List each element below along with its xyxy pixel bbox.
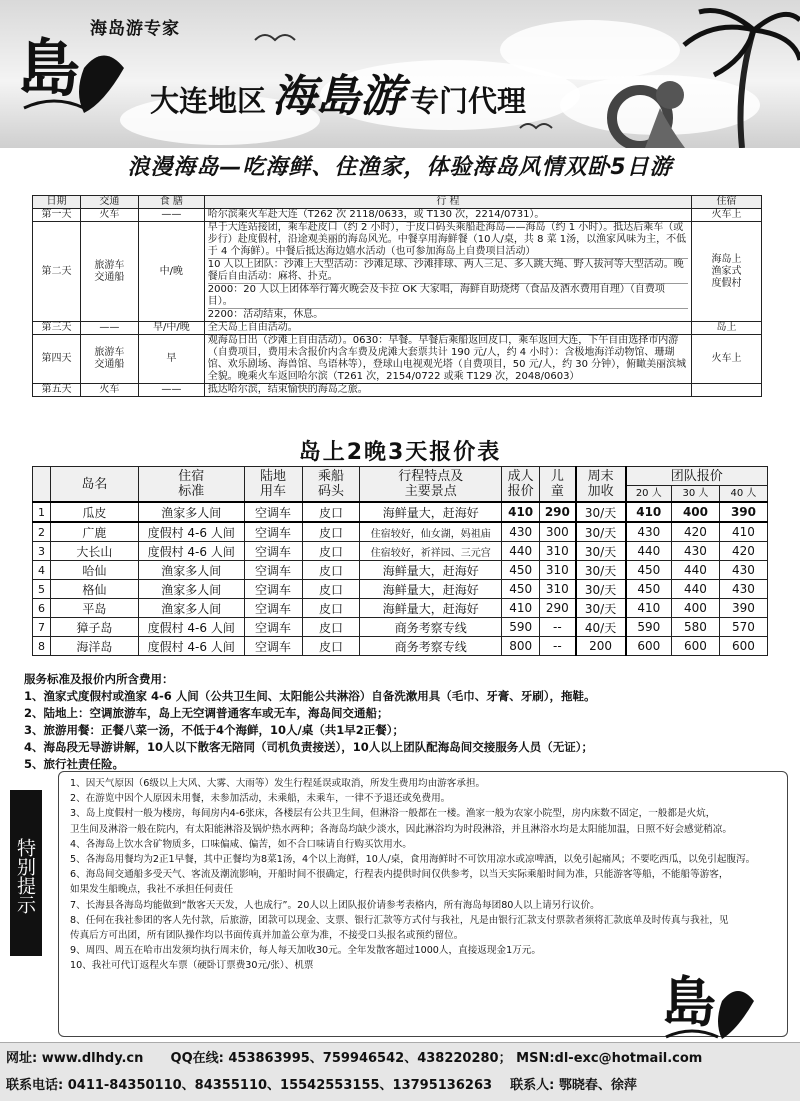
- price-cell-no: 6: [33, 599, 51, 618]
- price-cell-pier: 皮口: [302, 637, 360, 656]
- service-line: 1、渔家式度假村或渔家 4-6 人间（公共卫生间、太阳能公共淋浴）自备洗漱用具（毛巾、牙膏、牙刷），拖鞋。: [24, 689, 596, 703]
- price-cell-child: 290: [540, 599, 576, 618]
- price-cell-no: 3: [33, 542, 51, 561]
- price-cell-car: 空调车: [244, 580, 302, 599]
- price-cell-child: 300: [540, 522, 576, 542]
- price-cell-island: 大长山: [50, 542, 138, 561]
- price-cell-pier: 皮口: [302, 561, 360, 580]
- price-cell-features: 海鲜量大，赶海好: [360, 599, 502, 618]
- title-right: 专门代理: [410, 84, 527, 118]
- itinerary-row: [33, 209, 762, 222]
- header-title: [150, 60, 526, 124]
- qq-label: QQ在线:: [170, 1051, 224, 1066]
- price-cell-adult: 410: [502, 599, 540, 618]
- price-cell-g40: 390: [719, 502, 767, 522]
- price-table-title: 岛上2晚3天报价表: [298, 440, 502, 465]
- price-cell-weekend: 30/天: [576, 522, 626, 542]
- col-meals: 食 膳: [138, 196, 204, 209]
- price-cell-lodging: 渔家多人间: [138, 502, 244, 522]
- tour-subtitle: 浪漫海岛—吃海鲜、住渔家，体验海岛风情双卧5日游: [127, 155, 673, 180]
- price-cell-child: 310: [540, 561, 576, 580]
- note-line: 3、岛上度假村一般为楼房，每间房内4-6张床，各楼层有公共卫生间，但淋浴一般都在一楼。渔家一般为农家小院型，房内床数不固定，一般都是火炕，: [70, 808, 716, 820]
- note-line: 8、任何在我社参团的客人先付款，后旅游，团款可以现金、支票、银行汇款等方式付与我社，凡是由银行汇款支付票款者须将汇款底单及时传真与我社，见: [70, 914, 729, 926]
- itinerary-meals: ——: [138, 384, 204, 397]
- price-cell-child: --: [540, 637, 576, 656]
- note-line: 2、在游览中因个人原因未用餐，未参加活动，未乘船，未乘车，一律不予退还或免费用。: [70, 793, 451, 805]
- island-logo: [14, 28, 144, 118]
- note-line: 7、长海县各海岛均能做到“散客天天发，人也成行”。20人以上团队报价请参考表格内，所有海岛每团80人以上请另行议价。: [70, 899, 600, 911]
- itinerary-detail-line: 10 人以上团队：沙滩上大型活动：沙滩足球、沙滩排球、两人三足、多人跳大绳、野人拔河等大型活动。晚餐后自由活动：麻将、扑克。: [208, 259, 688, 284]
- price-cell-adult: 430: [502, 522, 540, 542]
- note-line: 1、因天气原因（6级以上大风、大雾、大雨等）发生行程延误或取消，所发生费用均由游客承担。: [70, 778, 486, 789]
- msn-address[interactable]: dl-exc@hotmail.com: [554, 1051, 703, 1066]
- itinerary-stay: 火车上: [692, 209, 762, 222]
- col-group: 团队报价: [626, 467, 768, 486]
- price-cell-lodging: 度假村 4-6 人间: [138, 522, 244, 542]
- price-cell-no: 8: [33, 637, 51, 656]
- price-cell-g30: 400: [672, 502, 720, 522]
- price-cell-no: 4: [33, 561, 51, 580]
- service-line: 2、陆地上：空调旅游车，岛上无空调普通客车或无车，海岛间交通船；: [24, 706, 389, 720]
- price-cell-lodging: 渔家多人间: [138, 599, 244, 618]
- itinerary-row: [33, 322, 762, 335]
- price-cell-g40: 420: [719, 542, 767, 561]
- itinerary-detail: [204, 209, 691, 222]
- note-line: 如果发生船晚点，我社不承担任何责任: [70, 884, 234, 896]
- price-cell-g40: 410: [719, 522, 767, 542]
- price-cell-g20: 590: [626, 618, 672, 637]
- price-cell-g30: 420: [672, 522, 720, 542]
- price-cell-car: 空调车: [244, 542, 302, 561]
- price-cell-island: 广鹿: [50, 522, 138, 542]
- col-date: 日期: [33, 196, 81, 209]
- itinerary-transport: 旅游车 交通船: [80, 335, 138, 384]
- itinerary-detail: [204, 384, 691, 397]
- contact-names: 鄂晓春、徐萍: [558, 1078, 637, 1093]
- footer-line-2: [6, 1074, 637, 1093]
- itinerary-detail: [204, 222, 691, 322]
- itinerary-detail-line: 全天岛上自由活动。: [207, 322, 298, 333]
- itinerary-detail-line: 2000：20 人以上团体举行篝火晚会及卡拉 OK 大家唱，海鲜自助烧烤（食品及酒水费用自理）（自费项目）。: [208, 284, 688, 309]
- price-cell-g30: 440: [672, 580, 720, 599]
- price-cell-child: 310: [540, 542, 576, 561]
- col-island: 岛名: [50, 467, 138, 503]
- price-cell-car: 空调车: [244, 561, 302, 580]
- price-row: [33, 561, 768, 580]
- itinerary-detail-line: 早于大连站接团，乘车赴皮口（约 2 小时），于皮口码头乘船赴海岛——海岛（约 1 小时）。抵达后乘车（或步行）赴度假村，沿途观美丽的海岛风光。中餐享用海鲜餐（10人/桌，共 8 菜 1汤，以渔家风味为主，不低于 4 个海鲜）。中餐后抵达海边嬉水活动（也可参加海岛上自费项目活动）: [207, 222, 687, 257]
- price-cell-island: 海洋岛: [50, 637, 138, 656]
- price-cell-adult: 590: [502, 618, 540, 637]
- service-line: 4、海岛段无导游讲解，10人以下散客无陪同（司机负责接送），10人以上团队配海岛间交接服务人员（无证）；: [24, 740, 594, 754]
- service-line: 5、旅行社责任险。: [24, 757, 125, 771]
- itinerary-detail-line: 观海岛日出（沙滩上自由活动）。0630：早餐。早餐后乘船返回皮口，乘车返回大连，下午自由选择市内游（自费项目，费用未含报价内含车费及虎滩大套票共计 190 元/人，约 4 小时）：含极地海洋动物馆、珊瑚馆、欢乐剧场、海兽馆、鸟语林等），登球山电视观光塔（自费项目，50 元/人，约 30 分钟），俯瞰美丽滨城全貌。晚乘火车返回哈尔滨（T261 次，2154/0722 或乘 T129 次，2048/0603）: [207, 335, 687, 382]
- itinerary-transport: 火车: [80, 209, 138, 222]
- price-cell-child: 310: [540, 580, 576, 599]
- website-link[interactable]: www.dlhdy.cn: [41, 1051, 144, 1066]
- price-cell-island: 格仙: [50, 580, 138, 599]
- price-cell-child: 290: [540, 502, 576, 522]
- price-cell-island: 瓜皮: [50, 502, 138, 522]
- title-script: 海島游: [272, 71, 405, 122]
- price-cell-adult: 450: [502, 561, 540, 580]
- price-cell-lodging: 度假村 4-6 人间: [138, 618, 244, 637]
- price-row: [33, 637, 768, 656]
- itinerary-stay: 火车上: [692, 335, 762, 384]
- col-adult: 成人 报价: [502, 467, 540, 503]
- itinerary-day: 第四天: [33, 335, 81, 384]
- price-row: [33, 580, 768, 599]
- itinerary-transport: ——: [80, 322, 138, 335]
- brand-tag: 海岛游专家: [90, 19, 180, 39]
- price-cell-g40: 430: [719, 561, 767, 580]
- itinerary-day: 第一天: [33, 209, 81, 222]
- col-land-car: 陆地 用车: [244, 467, 302, 503]
- col-stay: 住宿: [692, 196, 762, 209]
- itinerary-stay: 岛上: [692, 322, 762, 335]
- col-pier: 乘船 码头: [302, 467, 360, 503]
- price-cell-pier: 皮口: [302, 599, 360, 618]
- island-logo-small: [660, 965, 770, 1045]
- itinerary-meals: 早/中/晚: [138, 322, 204, 335]
- note-line: 5、各海岛用餐均为2正1早餐，其中正餐均为8菜1汤，4个以上海鲜，10人/桌，食用海鲜时不可饮用凉水或凉啤酒，以免引起痛风；不要吃西瓜，以免引起腹泻。: [70, 854, 756, 866]
- price-cell-island: 哈仙: [50, 561, 138, 580]
- phone-numbers: 0411-84350110、84355110、15542553155、13795136263: [67, 1078, 493, 1093]
- price-cell-g40: 600: [719, 637, 767, 656]
- note-line: 卫生间及淋浴一般在院内，有太阳能淋浴及锅炉热水两种；各海岛均缺少淡水，因此淋浴均为时段淋浴，并且淋浴水均是太阳能加温，日照不好会感觉稍凉。: [70, 823, 732, 835]
- price-cell-adult: 440: [502, 542, 540, 561]
- price-cell-pier: 皮口: [302, 502, 360, 522]
- itinerary-detail-line: 2200：活动结束，休息。: [207, 309, 324, 320]
- itinerary-row: [33, 384, 762, 397]
- msn-label: MSN:: [516, 1051, 555, 1066]
- itinerary-day: 第三天: [33, 322, 81, 335]
- itinerary-detail-line: 抵达哈尔滨，结束愉快的海岛之旅。: [207, 384, 368, 395]
- price-cell-lodging: 度假村 4-6 人间: [138, 542, 244, 561]
- price-cell-features: 海鲜量大，赶海好: [360, 561, 502, 580]
- price-cell-g40: 390: [719, 599, 767, 618]
- itinerary-detail: [204, 322, 691, 335]
- price-cell-pier: 皮口: [302, 580, 360, 599]
- itinerary-stay: 海岛上 渔家式 度假村: [692, 222, 762, 322]
- price-cell-weekend: 30/天: [576, 502, 626, 522]
- note-line: 6、海岛间交通船多受天气、客流及潮流影响，开船时间不很确定，行程表内提供时间仅供参考，以当天实际乘船时间为准，只能游客等船，不能船等游客，: [70, 869, 729, 881]
- itinerary-detail-line: 哈尔滨乘火车赴大连（T262 次 2118/0633，或 T130 次，2214/0731）。: [207, 209, 545, 220]
- special-notes: [70, 776, 780, 974]
- price-cell-adult: 800: [502, 637, 540, 656]
- note-line: 9、周四、周五在哈市出发须均执行周末价，每人每天加收30元。全年发散客超过1000人，直接返现金1万元。: [70, 945, 541, 957]
- price-cell-child: --: [540, 618, 576, 637]
- price-table: [32, 466, 768, 656]
- price-cell-car: 空调车: [244, 599, 302, 618]
- website-label: 网址:: [6, 1051, 38, 1066]
- price-cell-car: 空调车: [244, 637, 302, 656]
- itinerary-detail: [204, 335, 691, 384]
- price-cell-features: 住宿较好，仙女湖，妈祖庙: [360, 522, 502, 542]
- title-left: 大连地区: [150, 84, 267, 118]
- price-cell-weekend: 30/天: [576, 580, 626, 599]
- itinerary-meals: 早: [138, 335, 204, 384]
- seagull-icon: [520, 124, 552, 128]
- svg-text:島: 島: [662, 970, 716, 1034]
- itinerary-header-row: [33, 196, 762, 209]
- contact-label: 联系人:: [510, 1078, 555, 1093]
- itinerary-transport: 旅游车 交通船: [80, 222, 138, 322]
- price-cell-no: 1: [33, 502, 51, 522]
- price-cell-g20: 600: [626, 637, 672, 656]
- price-cell-weekend: 200: [576, 637, 626, 656]
- col-group-40: 40 人: [719, 486, 767, 503]
- price-cell-adult: 450: [502, 580, 540, 599]
- special-notice-label: 特别提示: [10, 790, 42, 956]
- col-lodging: 住宿 标准: [138, 467, 244, 503]
- price-cell-g30: 600: [672, 637, 720, 656]
- price-cell-g30: 440: [672, 561, 720, 580]
- note-line: 10、我社可代订返程火车票（硬卧订票费30元/张）、机票: [70, 960, 314, 972]
- price-cell-pier: 皮口: [302, 618, 360, 637]
- price-cell-island: 平岛: [50, 599, 138, 618]
- note-line: 传真后方可出团，所有团队操作均以书面传真并加盖公章为准，不接受口头报名或预约留位。: [70, 930, 464, 942]
- price-row: [33, 542, 768, 561]
- price-cell-weekend: 40/天: [576, 618, 626, 637]
- price-cell-lodging: 渔家多人间: [138, 561, 244, 580]
- price-cell-features: 住宿较好，祈祥园、三元宫: [360, 542, 502, 561]
- phone-label: 联系电话:: [6, 1078, 64, 1093]
- itinerary-meals: ——: [138, 209, 204, 222]
- itinerary-transport: 火车: [80, 384, 138, 397]
- price-cell-adult: 410: [502, 502, 540, 522]
- price-row: [33, 599, 768, 618]
- service-line: 服务标准及报价内所含费用：: [24, 672, 174, 686]
- itinerary-meals: 中/晚: [138, 222, 204, 322]
- svg-text:島: 島: [18, 32, 81, 105]
- price-cell-features: 海鲜量大，赶海好: [360, 502, 502, 522]
- price-cell-lodging: 渔家多人间: [138, 580, 244, 599]
- itinerary-day: 第五天: [33, 384, 81, 397]
- price-cell-g30: 580: [672, 618, 720, 637]
- col-child: 儿 童: [540, 467, 576, 503]
- qq-numbers: 453863995、759946542、438220280: [228, 1051, 499, 1066]
- price-cell-g20: 410: [626, 599, 672, 618]
- itinerary-stay: [692, 384, 762, 397]
- price-cell-g20: 440: [626, 542, 672, 561]
- price-cell-car: 空调车: [244, 618, 302, 637]
- price-cell-g30: 400: [672, 599, 720, 618]
- price-cell-features: 商务考察专线: [360, 637, 502, 656]
- footer-line-1: 网址: www.dlhdy.cn QQ在线: 453863995、759946542、438220280； MSN:dl-exc@hotmail.com: [6, 1051, 703, 1066]
- itinerary-row: [33, 222, 762, 322]
- price-cell-no: 5: [33, 580, 51, 599]
- price-cell-g20: 450: [626, 580, 672, 599]
- col-weekend: 周末 加收: [576, 467, 626, 503]
- itinerary-day: 第二天: [33, 222, 81, 322]
- note-line: 4、各海岛上饮水含矿物质多，口味偏咸、偏苦，如不合口味请自行购买饮用水。: [70, 838, 412, 850]
- col-transport: 交通: [80, 196, 138, 209]
- itinerary-table: [32, 195, 762, 397]
- price-row: [33, 502, 768, 522]
- price-cell-car: 空调车: [244, 522, 302, 542]
- price-row: [33, 522, 768, 542]
- col-no: [33, 467, 51, 503]
- col-features: 行程特点及 主要景点: [360, 467, 502, 503]
- service-line: 3、旅游用餐：正餐八菜一汤，不低于4个海鲜，10人/桌（共1早2正餐）；: [24, 723, 404, 737]
- price-cell-g40: 570: [719, 618, 767, 637]
- price-cell-car: 空调车: [244, 502, 302, 522]
- price-cell-g20: 450: [626, 561, 672, 580]
- price-cell-g30: 430: [672, 542, 720, 561]
- price-cell-island: 獐子岛: [50, 618, 138, 637]
- price-cell-features: 商务考察专线: [360, 618, 502, 637]
- price-cell-pier: 皮口: [302, 522, 360, 542]
- price-cell-g40: 430: [719, 580, 767, 599]
- price-cell-no: 7: [33, 618, 51, 637]
- price-cell-features: 海鲜量大，赶海好: [360, 580, 502, 599]
- price-cell-weekend: 30/天: [576, 561, 626, 580]
- service-standards: [24, 671, 784, 773]
- price-cell-lodging: 度假村 4-6 人间: [138, 637, 244, 656]
- col-group-30: 30 人: [672, 486, 720, 503]
- seagull-icon: [255, 35, 295, 40]
- price-cell-no: 2: [33, 522, 51, 542]
- col-group-20: 20 人: [626, 486, 672, 503]
- price-cell-weekend: 30/天: [576, 599, 626, 618]
- price-cell-g20: 410: [626, 502, 672, 522]
- girl-head: [656, 81, 684, 109]
- price-cell-pier: 皮口: [302, 542, 360, 561]
- itinerary-row: [33, 335, 762, 384]
- price-row: [33, 618, 768, 637]
- price-cell-weekend: 30/天: [576, 542, 626, 561]
- price-cell-g20: 430: [626, 522, 672, 542]
- col-itinerary: 行 程: [204, 196, 691, 209]
- palm-leaves: [684, 10, 800, 75]
